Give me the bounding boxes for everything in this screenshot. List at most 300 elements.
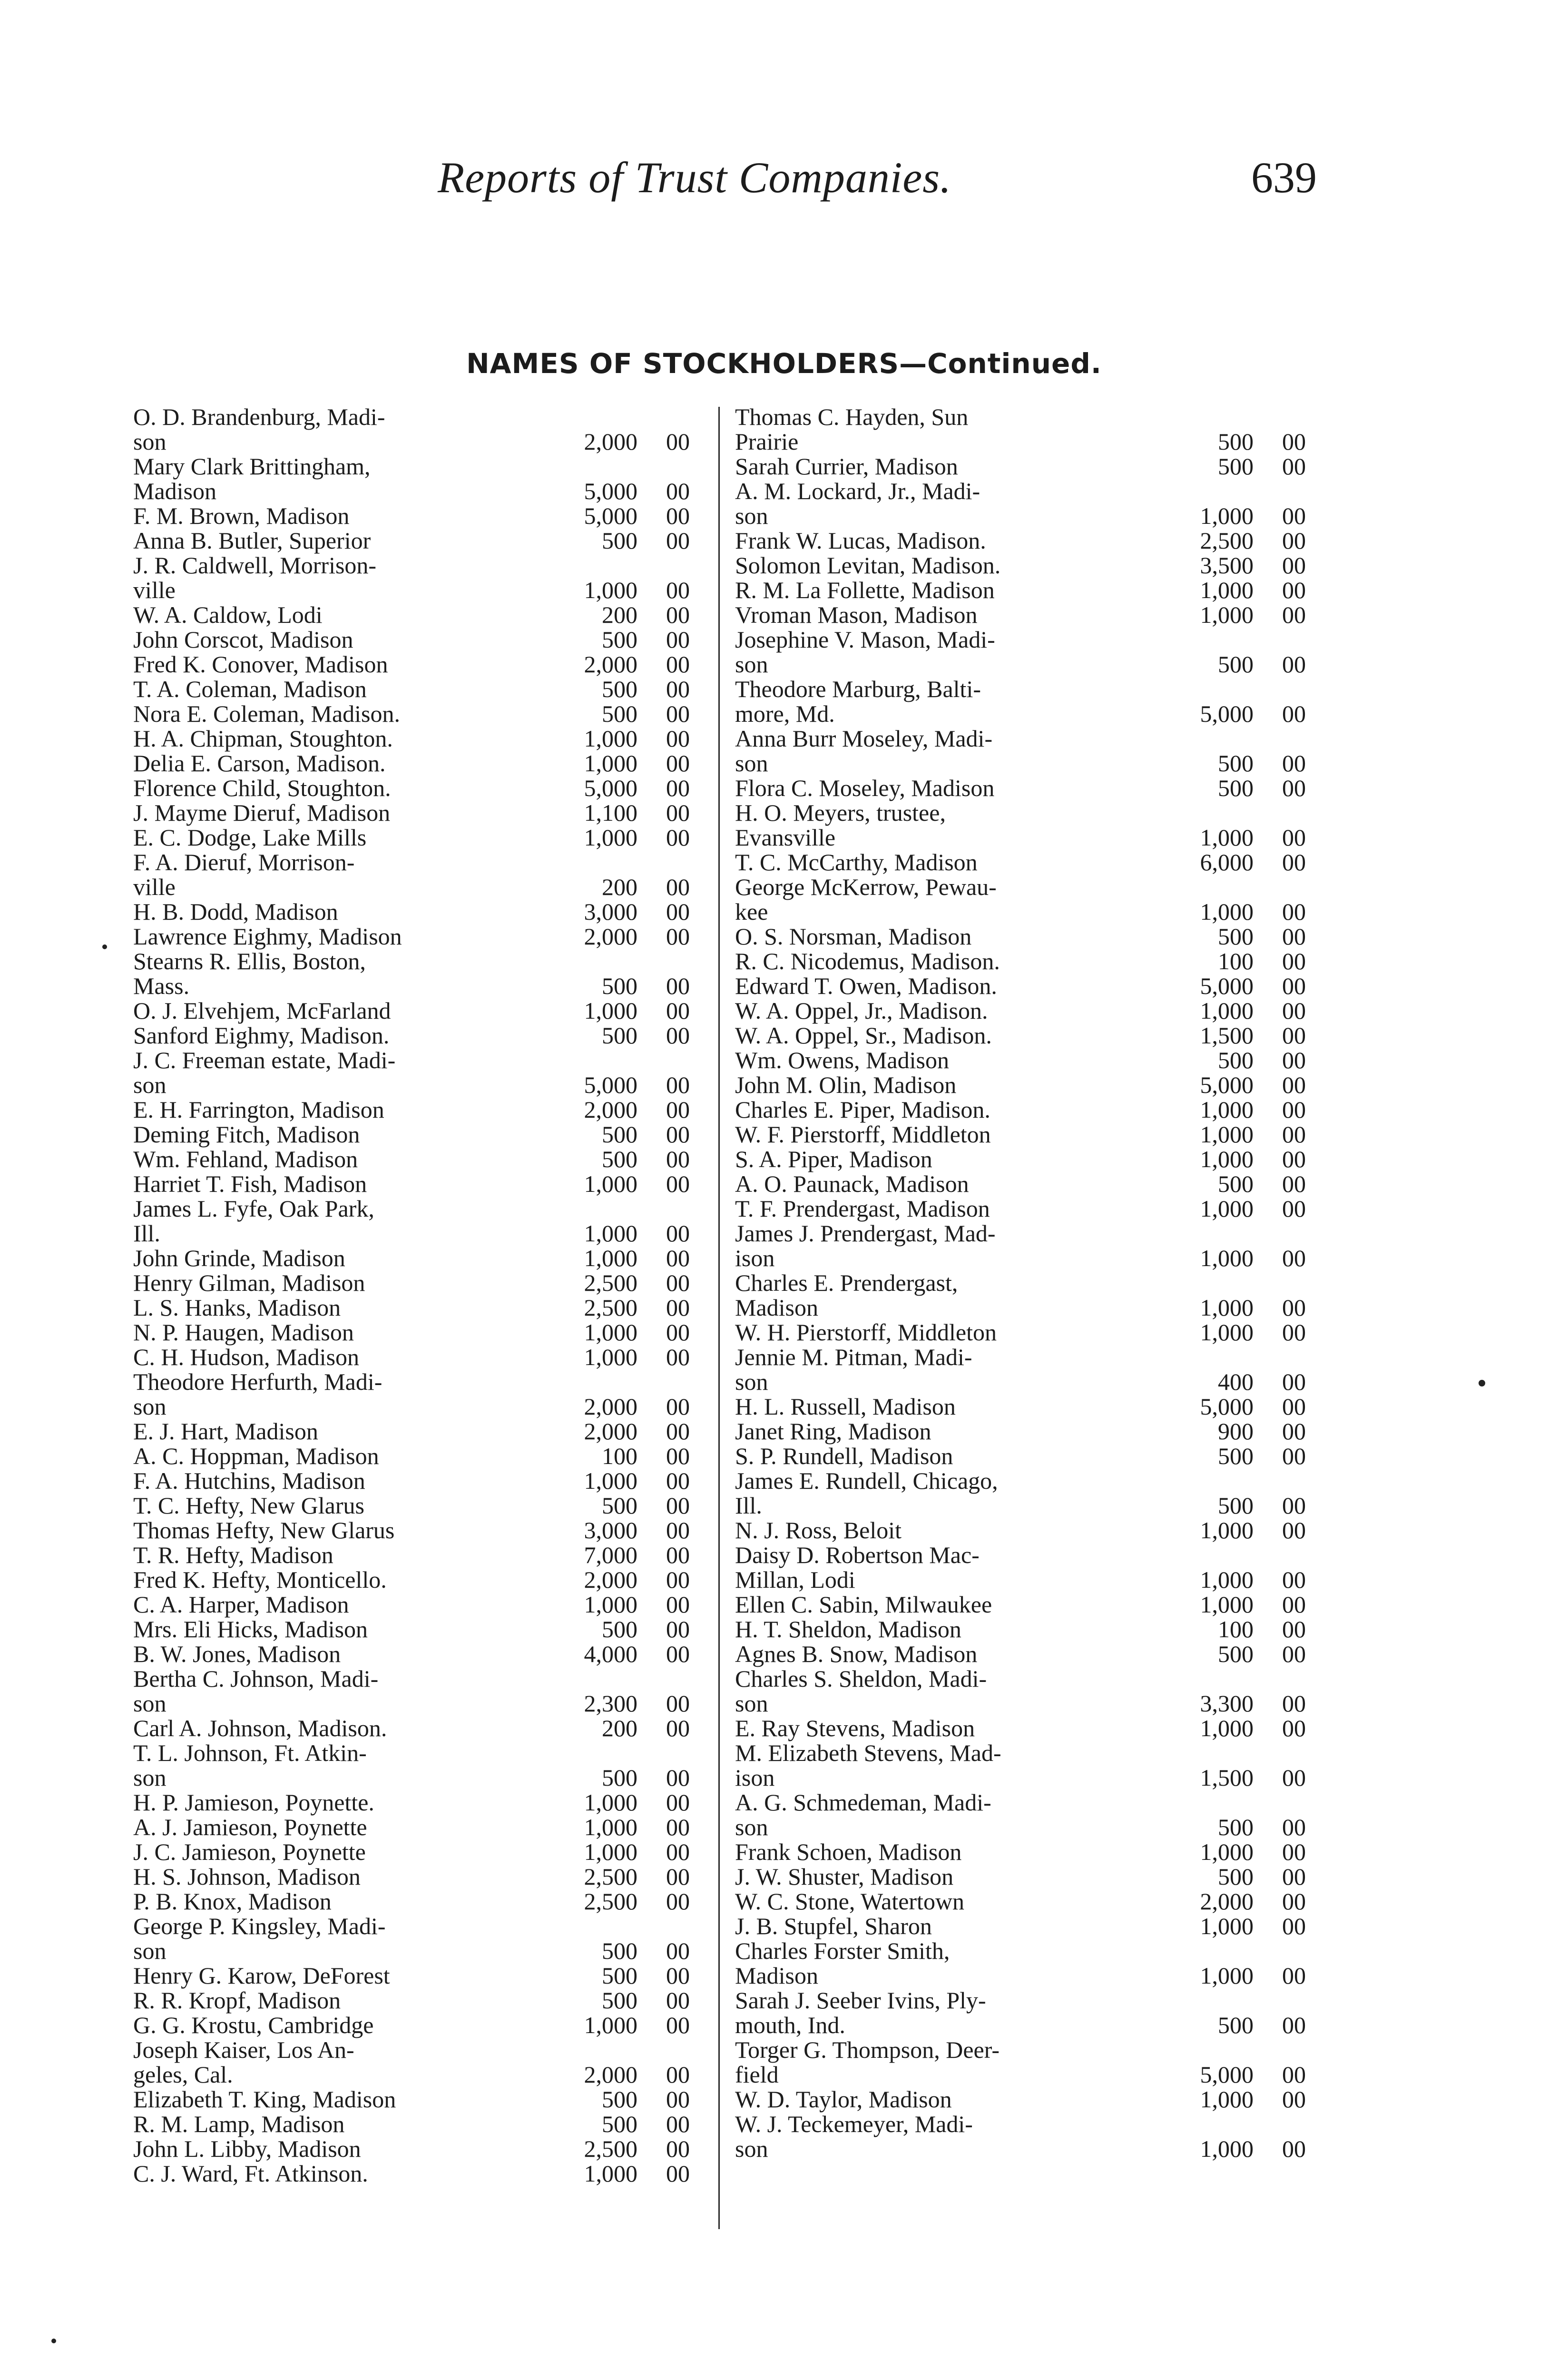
share-cents: 00 — [1282, 923, 1306, 950]
share-cents: 00 — [666, 1863, 690, 1890]
stockholder-entry — [133, 2013, 718, 2037]
stockholder-entry — [133, 677, 718, 701]
share-amount: 100 — [1218, 948, 1254, 974]
stockholder-name: Theodore Marburg, Balti- more, Md. — [735, 676, 981, 727]
page-header — [0, 143, 1568, 209]
share-cents: 00 — [666, 1146, 690, 1172]
share-amount: 500 — [602, 1146, 637, 1172]
share-amount: 1,000 — [1200, 1838, 1254, 1865]
share-amount: 6,000 — [1200, 849, 1254, 875]
share-amount: 1,000 — [584, 997, 637, 1024]
share-amount: 1,000 — [584, 2160, 637, 2187]
stockholder-entry — [133, 1097, 718, 1122]
stockholder-name: H. L. Russell, Madison — [735, 1393, 956, 1420]
page-number: 639 — [1251, 153, 1317, 202]
share-cents: 00 — [666, 1616, 690, 1642]
stockholder-entry — [133, 1468, 718, 1493]
stockholder-entry — [133, 850, 718, 899]
stockholder-entry — [735, 1592, 1320, 1617]
share-amount: 5,000 — [1200, 1393, 1254, 1420]
share-amount: 5,000 — [584, 502, 637, 529]
share-amount: 1,000 — [584, 1838, 637, 1865]
stockholder-name: H. O. Meyers, trustee, Evansville — [735, 799, 946, 851]
share-amount: 500 — [1218, 1170, 1254, 1197]
running-title: Reports of Trust Companies. — [438, 153, 952, 202]
stockholder-entry — [133, 1740, 718, 1790]
share-amount: 2,500 — [584, 1888, 637, 1915]
stockholder-entry — [133, 1270, 718, 1295]
share-cents: 00 — [666, 775, 690, 801]
stockholder-name: A. O. Paunack, Madison — [735, 1170, 969, 1197]
stockholder-entry — [133, 998, 718, 1023]
stockholder-entry — [735, 1716, 1320, 1740]
share-amount: 500 — [602, 626, 637, 653]
share-amount: 2,300 — [584, 1690, 637, 1717]
share-cents: 00 — [666, 1888, 690, 1915]
share-amount: 1,000 — [1200, 1096, 1254, 1123]
share-cents: 00 — [1282, 1294, 1306, 1321]
stockholder-name: Charles E. Piper, Madison. — [735, 1096, 990, 1123]
share-cents: 00 — [1282, 898, 1306, 925]
stockholder-entry — [735, 875, 1320, 924]
share-cents: 00 — [666, 1764, 690, 1791]
share-amount: 2,000 — [584, 923, 637, 950]
share-cents: 00 — [1282, 849, 1306, 875]
share-amount: 1,000 — [1200, 577, 1254, 603]
share-amount: 1,000 — [1200, 1294, 1254, 1321]
stockholder-entry — [133, 1790, 718, 1815]
stockholder-name: Sanford Eighmy, Madison. — [133, 1022, 390, 1049]
stockholder-entry — [735, 1221, 1320, 1270]
share-cents: 00 — [666, 1269, 690, 1296]
share-cents: 00 — [1282, 1022, 1306, 1049]
stockholder-name: Fred K. Hefty, Monticello. — [133, 1566, 387, 1593]
stockholder-name: Solomon Levitan, Madison. — [735, 552, 1001, 579]
stockholder-entry — [133, 2037, 718, 2087]
share-cents: 00 — [666, 824, 690, 851]
stockholder-name: A. G. Schmedeman, Madi- son — [735, 1789, 991, 1840]
share-cents: 00 — [666, 577, 690, 603]
share-amount: 200 — [602, 874, 637, 900]
stockholder-entry — [735, 1839, 1320, 1864]
stockholder-name: Charles E. Prendergast, Madison — [735, 1269, 958, 1321]
share-amount: 2,500 — [584, 2135, 637, 2162]
stockholder-entry — [735, 2037, 1320, 2087]
share-cents: 00 — [1282, 1072, 1306, 1098]
share-cents: 00 — [1282, 1195, 1306, 1222]
share-cents: 00 — [1282, 1616, 1306, 1642]
share-amount: 2,000 — [584, 1566, 637, 1593]
share-cents: 00 — [1282, 1591, 1306, 1618]
stockholder-entry — [133, 800, 718, 825]
stockholder-name: John L. Libby, Madison — [133, 2135, 361, 2162]
share-amount: 2,000 — [584, 428, 637, 455]
stockholder-name: N. J. Ross, Beloit — [735, 1517, 902, 1543]
share-amount: 500 — [602, 1022, 637, 1049]
share-amount: 1,500 — [1200, 1764, 1254, 1791]
stockholder-entry — [133, 1963, 718, 1988]
stockholder-entry — [133, 726, 718, 751]
stockholder-entry — [133, 553, 718, 602]
share-amount: 500 — [1218, 750, 1254, 777]
stockholder-entry — [133, 1839, 718, 1864]
stockholder-entry — [133, 1666, 718, 1716]
share-cents: 00 — [1282, 552, 1306, 579]
stockholder-name: Anna Burr Moseley, Madi- son — [735, 725, 993, 777]
share-amount: 500 — [1218, 1863, 1254, 1890]
stockholder-entry — [735, 602, 1320, 627]
share-cents: 00 — [1282, 1418, 1306, 1445]
share-cents: 00 — [1282, 2135, 1306, 2162]
stockholder-name: Sarah J. Seeber Ivins, Ply- mouth, Ind. — [735, 1987, 986, 2038]
stockholder-name: B. W. Jones, Madison — [133, 1641, 341, 1667]
stockholder-name: W. J. Teckemeyer, Madi- son — [735, 2111, 973, 2162]
stockholder-entry — [735, 1196, 1320, 1221]
share-amount: 500 — [602, 1937, 637, 1964]
stockholder-name: F. A. Hutchins, Madison — [133, 1467, 365, 1494]
stockholder-name: Harriet T. Fish, Madison — [133, 1170, 367, 1197]
stockholder-entry — [735, 800, 1320, 850]
stockholder-entry — [735, 1122, 1320, 1147]
share-cents: 00 — [666, 1096, 690, 1123]
share-amount: 2,500 — [584, 1863, 637, 1890]
share-cents: 00 — [1282, 948, 1306, 974]
share-amount: 1,000 — [1200, 1715, 1254, 1741]
share-amount: 5,000 — [584, 1072, 637, 1098]
share-cents: 00 — [1282, 1319, 1306, 1346]
stockholder-name: O. J. Elvehjem, McFarland — [133, 997, 391, 1024]
share-cents: 00 — [666, 1987, 690, 2014]
share-cents: 00 — [666, 1121, 690, 1148]
stockholder-entry — [735, 973, 1320, 998]
share-cents: 00 — [666, 626, 690, 653]
share-cents: 00 — [1282, 775, 1306, 801]
share-cents: 00 — [1282, 973, 1306, 999]
stockholder-name: Deming Fitch, Madison — [133, 1121, 360, 1148]
stockholder-entry — [735, 1072, 1320, 1097]
share-cents: 00 — [666, 1170, 690, 1197]
stockholder-name: H. P. Jamieson, Poynette. — [133, 1789, 374, 1816]
stockholder-entry — [133, 776, 718, 800]
stockholder-entry — [735, 1444, 1320, 1468]
stockholder-name: Mrs. Eli Hicks, Madison — [133, 1616, 368, 1642]
stockholder-name: Torger G. Thompson, Deer- field — [735, 2036, 1000, 2088]
stockholder-entry — [735, 1468, 1320, 1518]
stockholder-entry — [735, 1518, 1320, 1543]
share-cents: 00 — [666, 1690, 690, 1717]
share-cents: 00 — [666, 527, 690, 554]
share-cents: 00 — [1282, 1863, 1306, 1890]
share-amount: 500 — [1218, 1047, 1254, 1073]
share-amount: 500 — [1218, 1492, 1254, 1519]
stockholder-name: Nora E. Coleman, Madison. — [133, 700, 401, 727]
stockholder-entry — [133, 1246, 718, 1270]
stockholder-entry — [735, 1740, 1320, 1790]
share-amount: 500 — [602, 700, 637, 727]
stockholder-name: Henry Gilman, Madison — [133, 1269, 365, 1296]
share-amount: 500 — [1218, 1814, 1254, 1840]
stockholder-name: Stearns R. Ellis, Boston, Mass. — [133, 948, 366, 999]
stockholder-entry — [735, 1270, 1320, 1320]
share-cents: 00 — [666, 1393, 690, 1420]
stockholder-entry — [735, 454, 1320, 479]
stockholder-entry — [735, 1097, 1320, 1122]
share-cents: 00 — [666, 1245, 690, 1271]
print-speck — [1479, 1380, 1485, 1386]
share-amount: 3,000 — [584, 898, 637, 925]
share-cents: 00 — [666, 1591, 690, 1618]
stockholder-name: J. R. Caldwell, Morrison- ville — [133, 552, 377, 603]
share-cents: 00 — [666, 2135, 690, 2162]
share-cents: 00 — [666, 1220, 690, 1247]
stockholder-entry — [133, 825, 718, 850]
share-cents: 00 — [1282, 502, 1306, 529]
share-amount: 500 — [602, 973, 637, 999]
stockholder-entry — [133, 1048, 718, 1097]
stockholder-entry — [133, 1642, 718, 1666]
stockholder-name: J. C. Jamieson, Poynette — [133, 1838, 366, 1865]
share-amount: 500 — [602, 2111, 637, 2137]
share-amount: 2,000 — [1200, 1888, 1254, 1915]
share-cents: 00 — [666, 651, 690, 678]
stockholder-name: Sarah Currier, Madison — [735, 453, 958, 480]
stockholder-entry — [735, 2112, 1320, 2161]
share-cents: 00 — [666, 428, 690, 455]
section-title: NAMES OF STOCKHOLDERS—Continued. — [466, 347, 1102, 380]
stockholder-name: R. C. Nicodemus, Madison. — [735, 948, 1000, 974]
stockholder-entry — [133, 751, 718, 776]
stockholder-name: Carl A. Johnson, Madison. — [133, 1715, 387, 1741]
share-amount: 1,000 — [584, 824, 637, 851]
stockholder-entry — [735, 1938, 1320, 1988]
share-cents: 00 — [1282, 1096, 1306, 1123]
stockholder-name: J. W. Shuster, Madison — [735, 1863, 954, 1890]
stockholder-name: E. C. Dodge, Lake Mills — [133, 824, 367, 851]
stockholder-name: Lawrence Eighmy, Madison — [133, 923, 402, 950]
share-cents: 00 — [666, 1443, 690, 1469]
share-amount: 3,500 — [1200, 552, 1254, 579]
share-cents: 00 — [1282, 428, 1306, 455]
share-amount: 1,000 — [584, 1245, 637, 1271]
share-amount: 2,500 — [1200, 527, 1254, 554]
share-amount: 1,000 — [1200, 1245, 1254, 1271]
share-amount: 1,000 — [584, 1319, 637, 1346]
stockholder-name: Daisy D. Robertson Mac- Millan, Lodi — [735, 1542, 980, 1593]
share-amount: 100 — [1218, 1616, 1254, 1642]
stockholder-entry — [133, 1815, 718, 1839]
stockholder-name: W. A. Caldow, Lodi — [133, 601, 323, 628]
share-cents: 00 — [666, 1937, 690, 1964]
share-amount: 500 — [1218, 453, 1254, 480]
stockholder-name: W. F. Pierstorff, Middleton — [735, 1121, 991, 1148]
share-amount: 1,000 — [1200, 502, 1254, 529]
stockholder-entry — [735, 1642, 1320, 1666]
share-cents: 00 — [666, 1838, 690, 1865]
share-cents: 00 — [1282, 824, 1306, 851]
stockholder-name: Delia E. Carson, Madison. — [133, 750, 386, 777]
stockholder-name: A. J. Jamieson, Poynette — [133, 1814, 367, 1840]
stockholder-entry — [735, 949, 1320, 973]
stockholder-entry — [735, 1864, 1320, 1889]
share-amount: 2,000 — [584, 1418, 637, 1445]
share-amount: 4,000 — [584, 1641, 637, 1667]
stockholder-name: J. B. Stupfel, Sharon — [735, 1913, 932, 1939]
share-amount: 3,000 — [584, 1517, 637, 1543]
stockholder-entry — [735, 998, 1320, 1023]
stockholder-entry — [133, 1147, 718, 1171]
share-cents: 00 — [666, 973, 690, 999]
stockholder-entry — [133, 1889, 718, 1914]
share-cents: 00 — [666, 1467, 690, 1494]
share-amount: 1,000 — [1200, 1319, 1254, 1346]
share-cents: 00 — [1282, 1888, 1306, 1915]
stockholder-name: Jennie M. Pitman, Madi- son — [735, 1344, 972, 1395]
share-amount: 200 — [602, 601, 637, 628]
stockholder-name: Wm. Owens, Madison — [735, 1047, 949, 1073]
stockholder-name: C. J. Ward, Ft. Atkinson. — [133, 2160, 368, 2187]
print-speck — [102, 944, 107, 949]
share-cents: 00 — [666, 1492, 690, 1519]
stockholder-entry — [735, 1419, 1320, 1444]
share-cents: 00 — [1282, 1517, 1306, 1543]
stockholder-name: Charles S. Sheldon, Madi- son — [735, 1665, 987, 1717]
share-amount: 5,000 — [584, 478, 637, 504]
share-cents: 00 — [1282, 1170, 1306, 1197]
share-amount: 1,000 — [584, 1789, 637, 1816]
share-cents: 00 — [666, 601, 690, 628]
share-amount: 500 — [602, 1764, 637, 1791]
stockholder-entry — [735, 1666, 1320, 1716]
share-amount: 5,000 — [584, 775, 637, 801]
share-cents: 00 — [666, 1517, 690, 1543]
stockholder-name: W. D. Taylor, Madison — [735, 2086, 952, 2113]
stockholder-entry — [133, 1320, 718, 1345]
stockholder-entry — [133, 1518, 718, 1543]
stockholder-name: James L. Fyfe, Oak Park, Ill. — [133, 1195, 374, 1247]
stockholder-name: James J. Prendergast, Mad- ison — [735, 1220, 996, 1271]
stockholder-entry — [133, 2136, 718, 2161]
stockholder-entry — [735, 553, 1320, 578]
stockholder-entry — [133, 1567, 718, 1592]
stockholder-entry — [133, 652, 718, 677]
stockholder-name: Ellen C. Sabin, Milwaukee — [735, 1591, 992, 1618]
stockholder-name: Agnes B. Snow, Madison — [735, 1641, 978, 1667]
stockholder-entry — [133, 1988, 718, 2013]
share-cents: 00 — [1282, 1764, 1306, 1791]
share-amount: 1,000 — [584, 1591, 637, 1618]
share-amount: 500 — [602, 1492, 637, 1519]
share-amount: 1,000 — [584, 1220, 637, 1247]
stockholder-entry — [133, 1369, 718, 1419]
share-amount: 1,000 — [584, 1170, 637, 1197]
share-amount: 2,000 — [584, 651, 637, 678]
stockholder-name: G. G. Krostu, Cambridge — [133, 2012, 374, 2038]
stockholder-name: Janet Ring, Madison — [735, 1418, 931, 1445]
stockholder-entry — [735, 1023, 1320, 1048]
stockholder-name: E. Ray Stevens, Madison — [735, 1715, 975, 1741]
share-amount: 5,000 — [1200, 1072, 1254, 1098]
stockholder-entry — [133, 2112, 718, 2136]
share-amount: 500 — [602, 1121, 637, 1148]
stockholder-name: Frank W. Lucas, Madison. — [735, 527, 986, 554]
stockholder-entry — [735, 528, 1320, 553]
stockholder-name: John Corscot, Madison — [133, 626, 353, 653]
stockholder-name: E. J. Hart, Madison — [133, 1418, 318, 1445]
share-cents: 00 — [666, 1542, 690, 1568]
stockholder-list-left — [133, 404, 718, 2186]
stockholder-name: R. R. Kropf, Madison — [133, 1987, 341, 2014]
stockholder-name: T. C. Hefty, New Glarus — [133, 1492, 364, 1519]
stockholder-name: O. D. Brandenburg, Madi- son — [133, 403, 385, 455]
share-amount: 1,000 — [584, 2012, 637, 2038]
stockholder-entry — [735, 726, 1320, 776]
share-amount: 5,000 — [1200, 700, 1254, 727]
stockholder-name: R. M. La Follette, Madison — [735, 577, 995, 603]
share-amount: 1,000 — [1200, 1195, 1254, 1222]
share-amount: 1,000 — [1200, 1517, 1254, 1543]
share-amount: 900 — [1218, 1418, 1254, 1445]
share-amount: 2,000 — [584, 1096, 637, 1123]
stockholder-name: F. A. Dieruf, Morrison- ville — [133, 849, 355, 900]
share-cents: 00 — [666, 799, 690, 826]
share-cents: 00 — [1282, 2061, 1306, 2088]
share-cents: 00 — [666, 2061, 690, 2088]
stockholder-name: Fred K. Conover, Madison — [133, 651, 388, 678]
share-cents: 00 — [666, 2086, 690, 2113]
share-amount: 500 — [602, 2086, 637, 2113]
stockholder-name: S. P. Rundell, Madison — [735, 1443, 953, 1469]
share-cents: 00 — [1282, 2012, 1306, 2038]
share-amount: 1,000 — [1200, 1962, 1254, 1989]
share-amount: 7,000 — [584, 1542, 637, 1568]
stockholder-name: M. Elizabeth Stevens, Mad- ison — [735, 1740, 1001, 1791]
share-cents: 00 — [666, 1641, 690, 1667]
share-amount: 2,000 — [584, 1393, 637, 1420]
share-amount: 3,300 — [1200, 1690, 1254, 1717]
share-amount: 1,000 — [1200, 1146, 1254, 1172]
stockholder-name: Charles Forster Smith, Madison — [735, 1937, 950, 1989]
stockholder-entry — [133, 1122, 718, 1147]
share-cents: 00 — [1282, 1641, 1306, 1667]
share-cents: 00 — [1282, 1047, 1306, 1073]
stockholder-name: L. S. Hanks, Madison — [133, 1294, 341, 1321]
stockholder-entry — [735, 1147, 1320, 1171]
stockholder-name: W. A. Oppel, Jr., Madison. — [735, 997, 988, 1024]
share-cents: 00 — [1282, 601, 1306, 628]
share-cents: 00 — [666, 997, 690, 1024]
stockholder-entry — [735, 578, 1320, 602]
stockholder-entry — [735, 1320, 1320, 1345]
share-amount: 1,000 — [584, 725, 637, 752]
stockholder-entry — [133, 1592, 718, 1617]
share-amount: 1,000 — [1200, 1566, 1254, 1593]
share-cents: 00 — [1282, 1814, 1306, 1840]
share-cents: 00 — [666, 1789, 690, 1816]
stockholder-name: P. B. Knox, Madison — [133, 1888, 332, 1915]
share-amount: 500 — [1218, 923, 1254, 950]
share-cents: 00 — [1282, 1245, 1306, 1271]
stockholder-name: Edward T. Owen, Madison. — [735, 973, 997, 999]
share-cents: 00 — [1282, 651, 1306, 678]
stockholder-name: T. R. Hefty, Madison — [133, 1542, 333, 1568]
stockholder-entry — [133, 1864, 718, 1889]
share-amount: 500 — [602, 1962, 637, 1989]
stockholder-entry — [133, 1419, 718, 1444]
share-amount: 5,000 — [1200, 2061, 1254, 2088]
stockholder-entry — [133, 1196, 718, 1246]
stockholder-entry — [735, 1394, 1320, 1419]
stockholder-name: T. C. McCarthy, Madison — [735, 849, 978, 875]
